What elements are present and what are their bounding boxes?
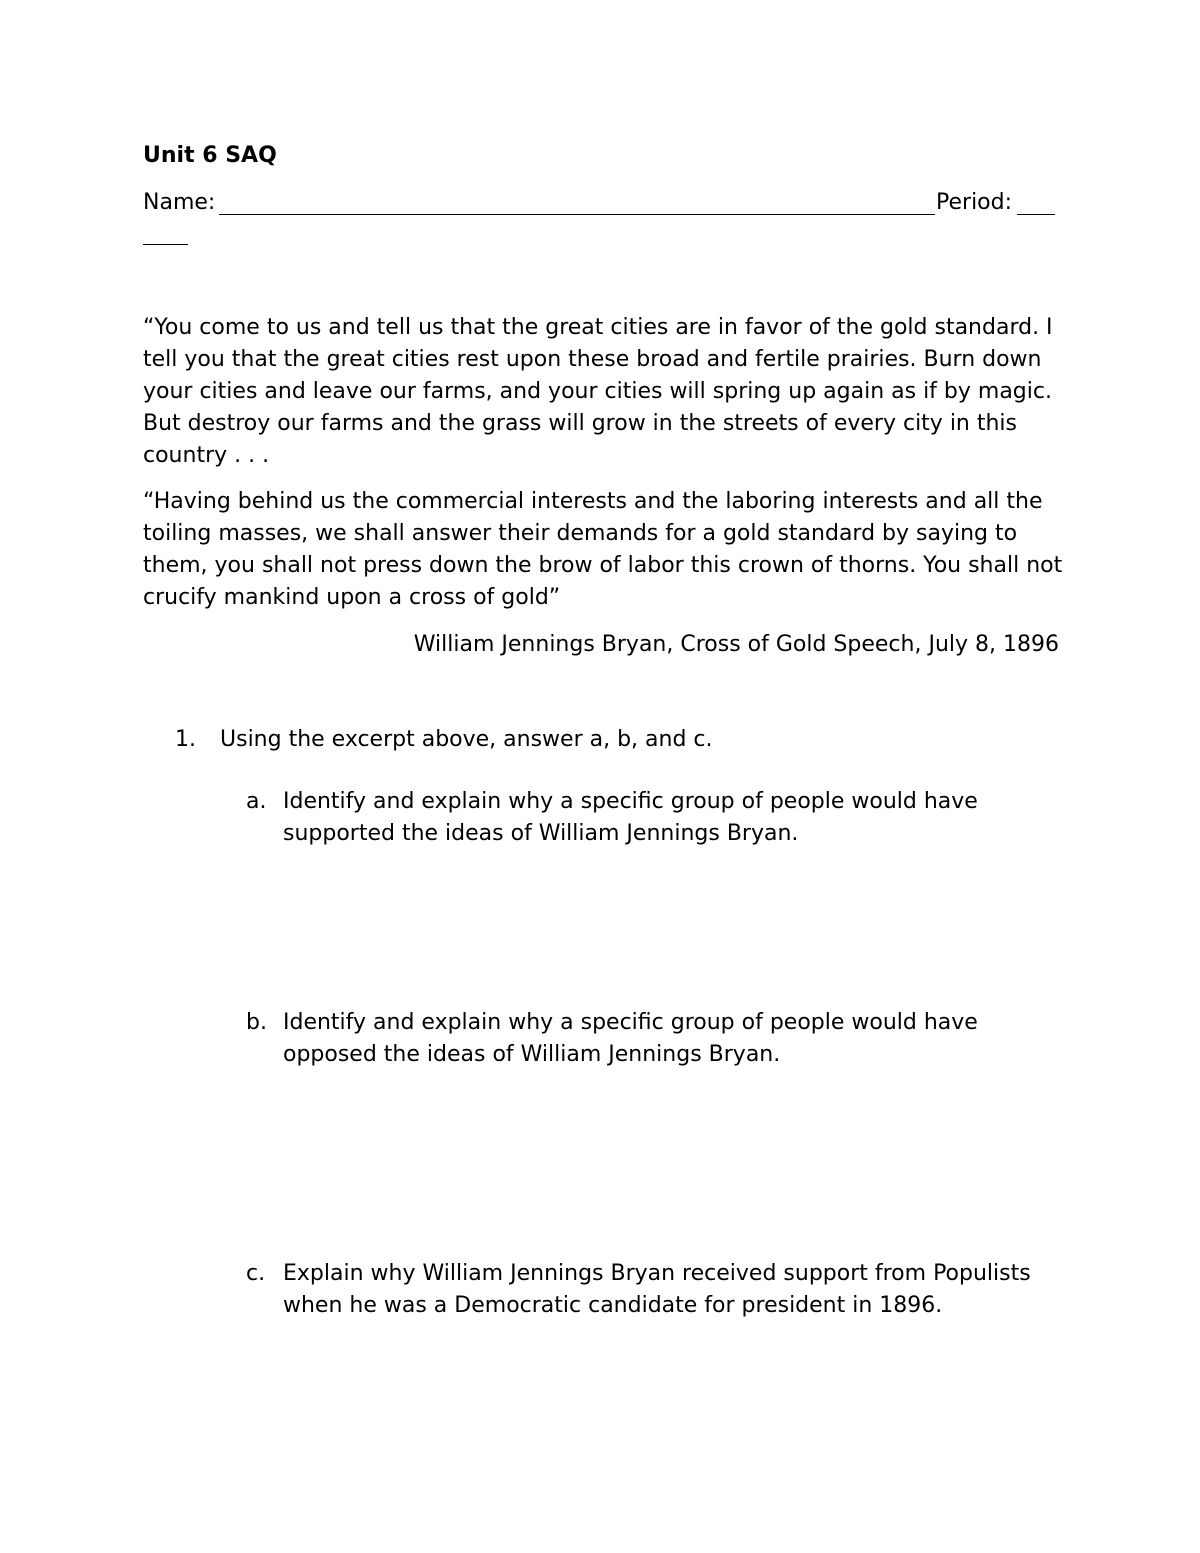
name-label: Name: (143, 190, 216, 215)
quote-attribution: William Jennings Bryan, Cross of Gold Speech, July 8, 1896 (413, 632, 1059, 657)
part-letter: c. (246, 1261, 266, 1286)
part-text: Identify and explain why a specific group of people would have supported the ideas of William Jennings Bryan. (283, 789, 978, 846)
part-letter: b. (246, 1010, 267, 1035)
question-text: Using the excerpt above, answer a, b, and c. (220, 727, 713, 752)
document-title: Unit 6 SAQ (143, 143, 277, 168)
quote-paragraph-2: “Having behind us the commercial interests and the laboring interests and all the toiling masses, we shall answer their demands for a gold standard by saying to them, you shall not press down the brow of labor this crown of thorns. You shall not crucify mankind upon a cross of gold” (143, 489, 1063, 610)
part-text: Identify and explain why a specific group of people would have opposed the ideas of William Jennings Bryan. (283, 1010, 978, 1067)
part-text: Explain why William Jennings Bryan received support from Populists when he was a Democratic candidate for president in 1896. (283, 1261, 1031, 1318)
part-letter: a. (246, 789, 267, 814)
name-period-line (143, 187, 1055, 219)
quote-paragraph-1: “You come to us and tell us that the great cities are in favor of the gold standard. I tell you that the great cities rest upon these broad and fertile prairies. Burn down your cities and leave our farms, and your cities will spring up again as if by magic. But destroy our farms and the grass will grow in the streets of every city in this country . . . (143, 315, 1053, 468)
period-blank (1017, 214, 1055, 215)
name-blank (219, 214, 935, 215)
period-blank-continued (143, 244, 188, 245)
period-label: Period: (936, 190, 1013, 215)
question-number: 1. (175, 727, 196, 752)
